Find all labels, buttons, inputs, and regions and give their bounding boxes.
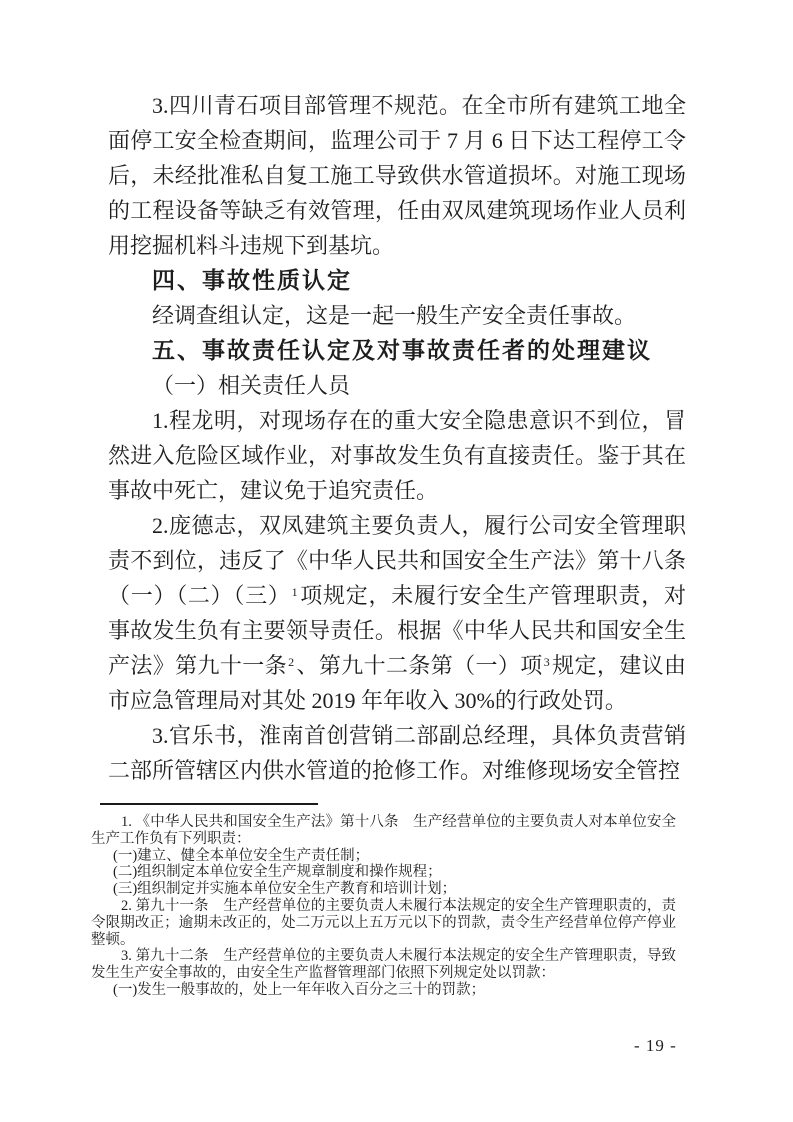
footnote-item: 2. 第九十一条 生产经营单位的主要负责人未履行本法规定的安全生产管理职责的，责令限期改正；逾期未改正的，处二万元以上五万元以下的罚款，责令生产经营单位停产停业整顿。 <box>91 897 676 948</box>
text-run: 3.官乐书，淮南首创营销二部副总经理，具体负责营销二部所管辖区内供水管道的抢修工作。对维修现场安全管控 <box>108 723 686 783</box>
text-run: 规定，建议由市应急管理局对其处 2019 年年收入 30%的行政处罚。 <box>108 653 686 713</box>
footnote-item: (一)发生一般事故的，处上一年年收入百分之三十的罚款； <box>113 981 486 998</box>
footnote-item: (一)建立、健全本单位安全生产责任制； <box>113 847 370 864</box>
body-paragraph <box>108 403 686 508</box>
body-paragraph <box>108 718 686 788</box>
text-run: 经调查组认定，这是一起一般生产安全责任事故。 <box>152 303 637 328</box>
footnote-reference: 3 <box>543 655 550 669</box>
document-body <box>108 88 686 788</box>
footnote-item: 3. 第九十二条 生产经营单位的主要负责人未履行本法规定的安全生产管理职责，导致发生生产安全事故的，由安全生产监督管理部门依照下列规定处以罚款： <box>91 948 676 982</box>
body-paragraph <box>108 368 686 403</box>
text-run: 、第九十二条第（一）项 <box>296 653 543 678</box>
body-paragraph <box>108 298 686 333</box>
footnote-reference: 2 <box>288 655 295 669</box>
section-heading <box>108 263 686 298</box>
footnote-item: 1. 《中华人民共和国安全生产法》第十八条 生产经营单位的主要负责人对本单位安全生产工作负有下列职责： <box>91 814 676 847</box>
section-heading <box>108 333 686 368</box>
text-run: 2.庞德志，双凤建筑主要负责人，履行公司安全管理职责不到位，违反了《中华人民共和国安全生产法》第十八条（一）（二）（三） <box>108 513 686 608</box>
body-paragraph <box>108 88 686 263</box>
text-run: 项规定，未履行安全生产管理职责，对事故发生负有主要领导责任。根据《中华人民共和国安全生产法》第九十一条 <box>108 583 686 678</box>
footnote-item: (二)组织制定本单位安全生产规章制度和操作规程； <box>113 864 442 881</box>
body-paragraph <box>108 508 686 718</box>
text-run: 四、事故性质认定 <box>152 267 352 293</box>
footnotes-list <box>91 814 676 999</box>
footnote-reference: 1 <box>291 585 298 599</box>
footnote-item: (三)组织制定并实施本单位安全生产教育和培训计划； <box>113 881 457 898</box>
text-run: 1.程龙明，对现场存在的重大安全隐患意识不到位，冒然进入危险区域作业，对事故发生负有直接责任。鉴于其在事故中死亡，建议免于追究责任。 <box>108 408 686 503</box>
page-number: - 19 - <box>634 1036 677 1055</box>
text-run: 五、事故责任认定及对事故责任者的处理建议 <box>152 337 652 363</box>
text-run: 3.四川青石项目部管理不规范。在全市所有建筑工地全面停工安全检查期间，监理公司于 7 月 6 日下达工程停工令后，未经批准私自复工施工导致供水管道损坏。对施工现场的工程设备等缺乏有效管理，任由双凤建筑现场作业人员利用挖掘机料斗违规下到基坑。 <box>108 93 686 258</box>
footnote-divider <box>100 803 318 805</box>
text-run: （一）相关责任人员 <box>152 373 351 398</box>
